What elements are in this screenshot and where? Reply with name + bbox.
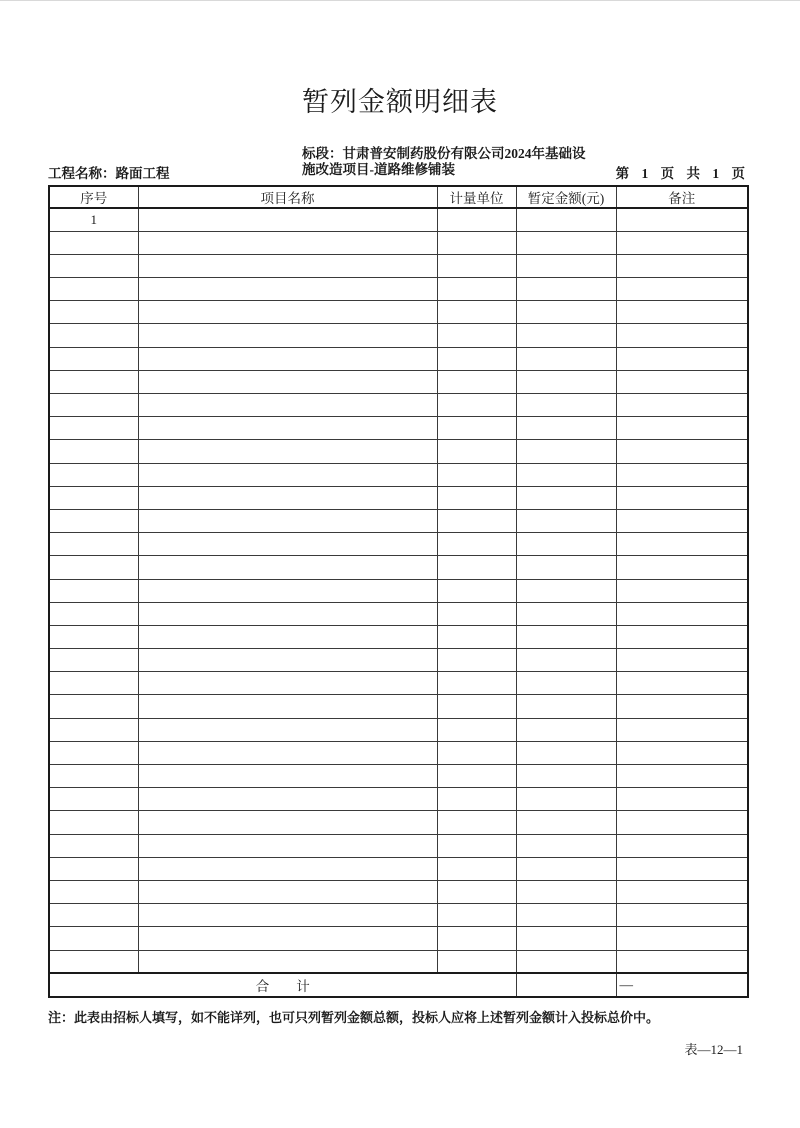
table-row [49,765,748,788]
table-row [49,834,748,857]
seq-cell [49,602,138,625]
unit-cell [437,324,516,347]
remark-cell [616,602,748,625]
item-name-cell [138,927,437,950]
amount-cell [516,602,616,625]
amount-cell [516,811,616,834]
seq-cell [49,765,138,788]
amount-cell [516,301,616,324]
amount-cell [516,625,616,648]
table-row [49,254,748,277]
item-name-cell [138,718,437,741]
seq-cell [49,231,138,254]
item-name-cell [138,208,437,231]
unit-cell [437,579,516,602]
amount-cell [516,231,616,254]
amount-cell [516,741,616,764]
amount-cell [516,533,616,556]
unit-cell [437,394,516,417]
seq-cell [49,301,138,324]
amount-cell [516,254,616,277]
item-name-cell [138,254,437,277]
seq-cell [49,718,138,741]
table-row [49,509,748,532]
remark-cell [616,788,748,811]
item-name-cell [138,649,437,672]
amount-cell [516,347,616,370]
seq-cell [49,533,138,556]
remark-cell [616,417,748,440]
amount-cell [516,834,616,857]
table-row [49,463,748,486]
unit-cell [437,649,516,672]
remark-cell [616,463,748,486]
seq-cell: 1 [49,208,138,231]
unit-cell [437,556,516,579]
table-row [49,394,748,417]
remark-cell [616,509,748,532]
remark-cell [616,672,748,695]
item-name-cell [138,370,437,393]
unit-cell [437,486,516,509]
amount-cell [516,509,616,532]
item-name-cell [138,509,437,532]
amount-cell [516,649,616,672]
page-title: 暂列金额明细表 [302,87,498,117]
seq-cell [49,880,138,903]
amount-cell [516,394,616,417]
table-row [49,324,748,347]
seq-cell [49,927,138,950]
seq-cell [49,788,138,811]
column-header-seq: 序号 [49,186,138,208]
unit-cell [437,440,516,463]
unit-cell [437,509,516,532]
remark-cell [616,579,748,602]
table-row [49,533,748,556]
page-number-label: 第 1 页 共 1 页 [615,166,745,181]
table-row [49,904,748,927]
provisional-sum-table [48,185,749,998]
amount-cell [516,208,616,231]
amount-cell [516,765,616,788]
seq-cell [49,579,138,602]
item-name-cell [138,602,437,625]
unit-cell [437,625,516,648]
item-name-cell [138,811,437,834]
table-row [49,788,748,811]
item-name-cell [138,857,437,880]
item-name-cell [138,695,437,718]
table-header-row [49,186,748,208]
remark-cell [616,556,748,579]
remark-cell [616,486,748,509]
table-row [49,417,748,440]
remark-cell [616,765,748,788]
remark-cell [616,834,748,857]
table-row [49,208,748,231]
unit-cell [437,417,516,440]
amount-cell [516,904,616,927]
table-row [49,440,748,463]
remark-cell [616,301,748,324]
item-name-cell [138,880,437,903]
unit-cell [437,857,516,880]
table-row [49,950,748,973]
remark-cell [616,880,748,903]
table-row [49,556,748,579]
item-name-cell [138,950,437,973]
amount-cell [516,486,616,509]
remark-cell [616,324,748,347]
seq-cell [49,417,138,440]
unit-cell [437,533,516,556]
seq-cell [49,254,138,277]
table-row [49,301,748,324]
unit-cell [437,231,516,254]
remark-cell [616,741,748,764]
footnote: 注：此表由招标人填写，如不能详列，也可只列暂列金额总额，投标人应将上述暂列金额计入投标总价中。 [48,1010,660,1025]
item-name-cell [138,556,437,579]
section-label [302,146,602,178]
amount-cell [516,950,616,973]
seq-cell [49,463,138,486]
item-name-cell [138,278,437,301]
remark-cell [616,625,748,648]
table-row [49,231,748,254]
table-row [49,370,748,393]
remark-cell [616,208,748,231]
table-row [49,579,748,602]
column-header-unit: 计量单位 [437,186,516,208]
seq-cell [49,857,138,880]
unit-cell [437,370,516,393]
project-name-label: 工程名称：路面工程 [48,166,170,181]
item-name-cell [138,324,437,347]
unit-cell [437,695,516,718]
amount-cell [516,672,616,695]
seq-cell [49,811,138,834]
table-body [49,208,748,973]
table-row [49,741,748,764]
item-name-cell [138,440,437,463]
seq-cell [49,904,138,927]
section-line-2: 施改造项目-道路维修铺装 [302,162,455,177]
item-name-cell [138,579,437,602]
amount-cell [516,927,616,950]
seq-cell [49,370,138,393]
remark-cell [616,857,748,880]
seq-cell [49,440,138,463]
unit-cell [437,208,516,231]
remark-cell [616,718,748,741]
total-row [49,973,748,997]
unit-cell [437,718,516,741]
unit-cell [437,788,516,811]
amount-cell [516,718,616,741]
item-name-cell [138,672,437,695]
total-remark-cell: — [616,973,748,997]
remark-cell [616,254,748,277]
seq-cell [49,950,138,973]
seq-cell [49,347,138,370]
amount-cell [516,278,616,301]
remark-cell [616,278,748,301]
item-name-cell [138,231,437,254]
remark-cell [616,695,748,718]
unit-cell [437,741,516,764]
item-name-cell [138,486,437,509]
table-row [49,880,748,903]
seq-cell [49,394,138,417]
seq-cell [49,695,138,718]
unit-cell [437,765,516,788]
remark-cell [616,394,748,417]
unit-cell [437,880,516,903]
remark-cell [616,927,748,950]
table-row [49,672,748,695]
amount-cell [516,324,616,347]
seq-cell [49,278,138,301]
unit-cell [437,301,516,324]
item-name-cell [138,417,437,440]
unit-cell [437,463,516,486]
amount-cell [516,370,616,393]
remark-cell [616,440,748,463]
seq-cell [49,834,138,857]
item-name-cell [138,741,437,764]
table-row [49,857,748,880]
unit-cell [437,927,516,950]
amount-cell [516,440,616,463]
remark-cell [616,904,748,927]
table-row [49,927,748,950]
item-name-cell [138,625,437,648]
column-header-item-name: 项目名称 [138,186,437,208]
column-header-amount: 暂定金额(元) [516,186,616,208]
table-row [49,347,748,370]
item-name-cell [138,834,437,857]
unit-cell [437,602,516,625]
item-name-cell [138,301,437,324]
amount-cell [516,579,616,602]
amount-cell [516,417,616,440]
table-row [49,278,748,301]
unit-cell [437,254,516,277]
seq-cell [49,509,138,532]
remark-cell [616,231,748,254]
unit-cell [437,278,516,301]
table-row [49,486,748,509]
unit-cell [437,834,516,857]
column-header-remark: 备注 [616,186,748,208]
table-row [49,718,748,741]
unit-cell [437,904,516,927]
table-row [49,695,748,718]
amount-cell [516,857,616,880]
item-name-cell [138,788,437,811]
form-code-label: 表—12—1 [684,1042,743,1057]
unit-cell [437,950,516,973]
table-row [49,625,748,648]
table-row [49,602,748,625]
seq-cell [49,672,138,695]
amount-cell [516,788,616,811]
unit-cell [437,347,516,370]
seq-cell [49,625,138,648]
total-amount-cell [516,973,616,997]
table-row [49,811,748,834]
remark-cell [616,533,748,556]
item-name-cell [138,533,437,556]
unit-cell [437,811,516,834]
item-name-cell [138,765,437,788]
remark-cell [616,347,748,370]
table-row [49,649,748,672]
unit-cell [437,672,516,695]
item-name-cell [138,394,437,417]
remark-cell [616,950,748,973]
amount-cell [516,880,616,903]
item-name-cell [138,347,437,370]
seq-cell [49,741,138,764]
remark-cell [616,811,748,834]
item-name-cell [138,463,437,486]
remark-cell [616,370,748,393]
amount-cell [516,463,616,486]
total-label-cell: 合 计 [49,973,516,997]
amount-cell [516,556,616,579]
item-name-cell [138,904,437,927]
amount-cell [516,695,616,718]
section-line-1: 标段：甘肃普安制药股份有限公司2024年基础设 [302,146,586,161]
seq-cell [49,649,138,672]
remark-cell [616,649,748,672]
seq-cell [49,486,138,509]
seq-cell [49,556,138,579]
page-top-edge [0,0,800,1]
seq-cell [49,324,138,347]
